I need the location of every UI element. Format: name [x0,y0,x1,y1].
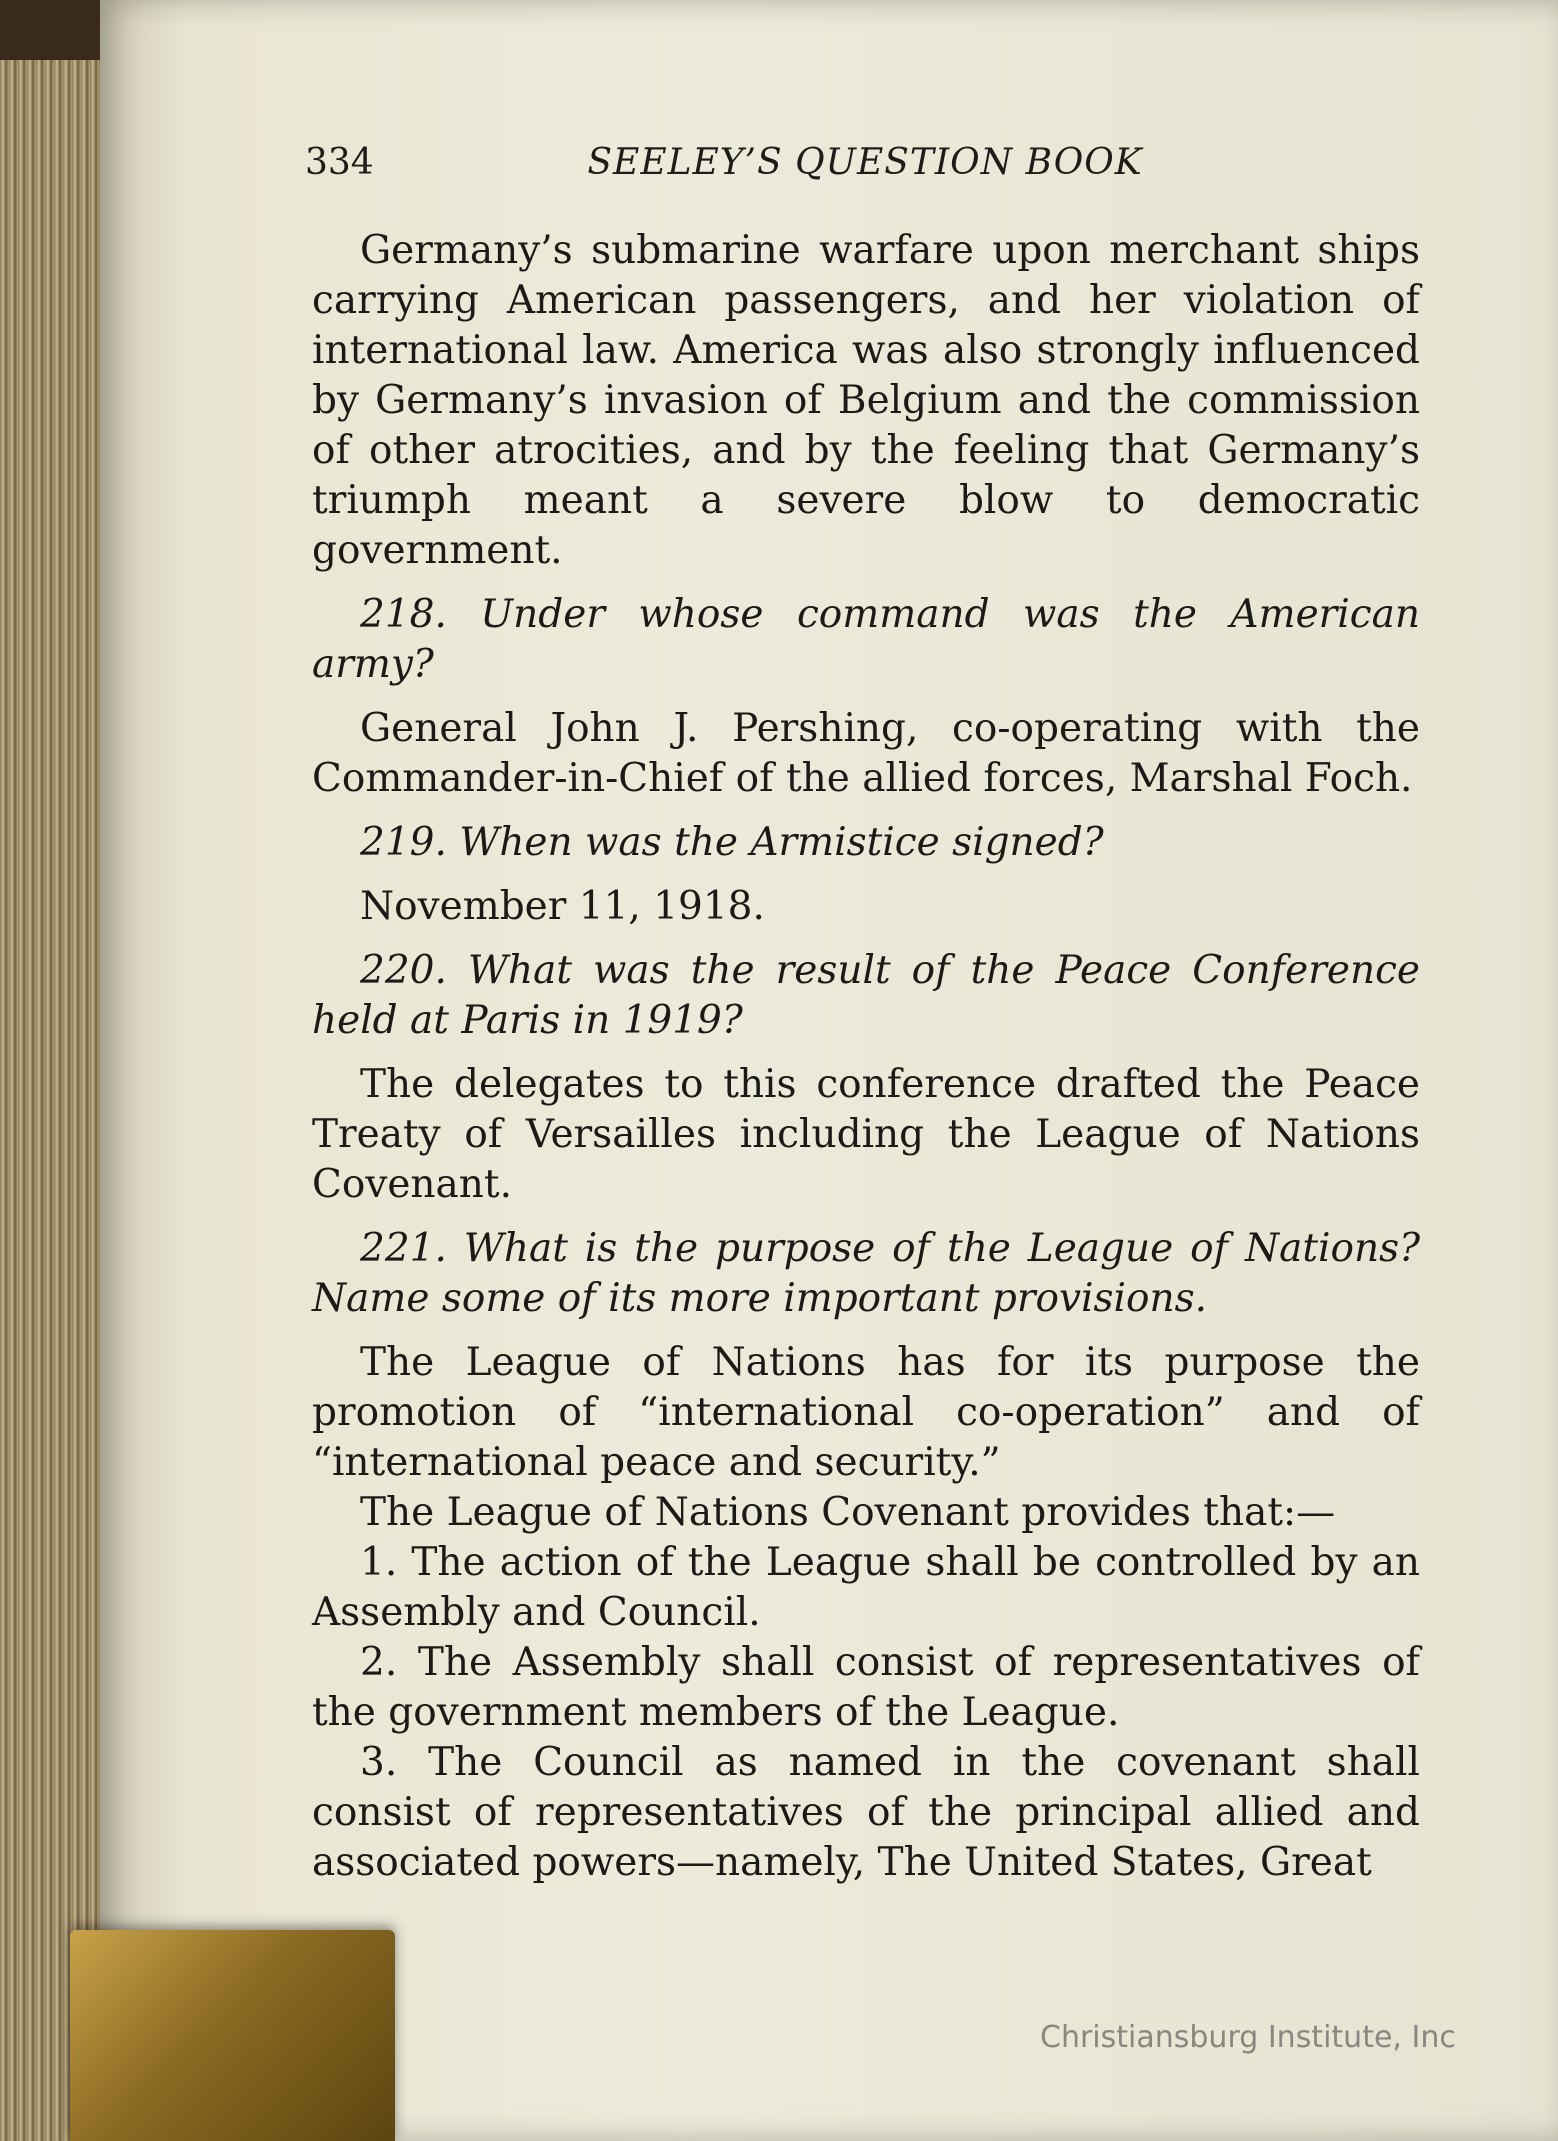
provision-item-1: 1. The action of the League shall be controlled by an Assembly and Council. [312,1540,1420,1635]
running-title: SEELEY’S QUESTION BOOK [587,142,1143,183]
bookmark-block [70,1930,395,2141]
provision-item-3: 3. The Council as named in the covenant shall consist of representatives of the principal allied and associated powers—namely, The United States, Great [312,1740,1420,1885]
watermark-text: Christiansburg Institute, Inc [1040,2020,1456,2055]
page-header [305,142,1425,192]
answer-220: The delegates to this conference drafted the Peace Treaty of Versailles including the League of Nations Covenant. [312,1062,1420,1207]
question-221: 221. What is the purpose of the League of Nations? Name some of its more important provisions. [312,1226,1420,1321]
answer-218: General John J. Pershing, co-operating with the Commander-in-Chief of the allied forces, Marshal Foch. [312,706,1420,801]
page-number: 334 [305,142,374,183]
answer-219: November 11, 1918. [360,884,765,929]
question-219: 219. When was the Armistice signed? [360,820,1104,865]
answer-221-purpose: The League of Nations has for its purpose the promotion of “international co-operation” and of “international peace and security.” [312,1340,1420,1485]
paragraph-continuation: Germany’s submarine warfare upon merchant ships carrying American passengers, and her violation of international law. America was also strongly influenced by Germany’s invasion of Belgium and the commission of other atrocities, and by the feeling that Germany’s triumph meant a severe blow to democratic government. [312,228,1420,573]
provision-item-2: 2. The Assembly shall consist of representatives of the government members of the League. [312,1640,1420,1735]
page-body [312,226,1420,1888]
answer-221-intro: The League of Nations Covenant provides that:— [360,1490,1336,1535]
question-220: 220. What was the result of the Peace Conference held at Paris in 1919? [312,948,1420,1043]
question-218: 218. Under whose command was the American army? [312,592,1420,687]
